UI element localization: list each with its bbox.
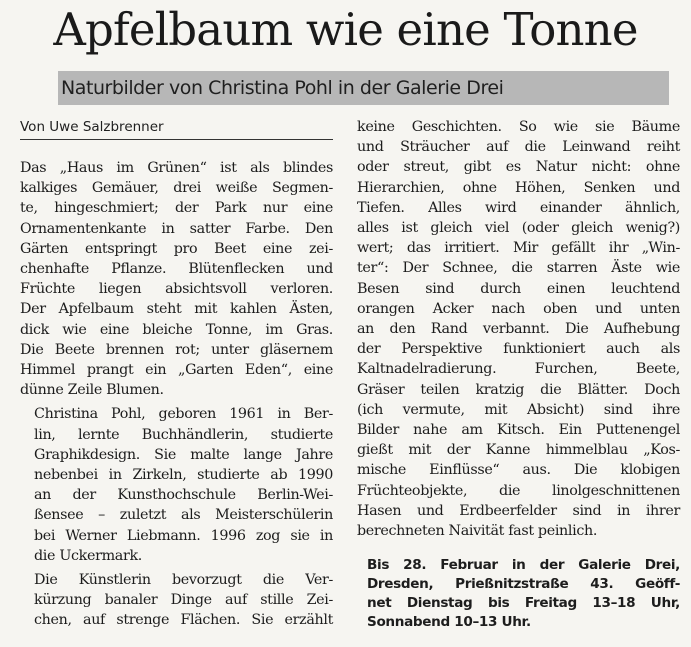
text-line: gießt mit der Kanne himmelblau „Kos- bbox=[357, 442, 680, 459]
text-line: an der Kunsthochschule Berlin-Wei- bbox=[34, 487, 333, 504]
text-line: bei Werner Liebmann. 1996 zog sie in bbox=[34, 527, 333, 544]
text-line: orangen Acker nach oben und unten bbox=[357, 300, 680, 317]
text-line: ter“: Der Schnee, die starren Äste wie bbox=[357, 260, 680, 277]
text-line: Kaltnadelradierung. Furchen, Beete, bbox=[357, 361, 680, 378]
text-line: Christina Pohl, geboren 1961 in Ber- bbox=[34, 406, 333, 423]
paragraph-critique bbox=[357, 117, 680, 541]
text-line: chenhafte Pflanze. Blütenflecken und bbox=[20, 261, 333, 278]
text-line: die Uckermark. bbox=[34, 547, 142, 564]
text-line: Sonnabend 10–13 Uhr. bbox=[367, 614, 531, 630]
text-line: Früchte liegen absichtsvoll verloren. bbox=[20, 281, 333, 298]
text-line: berechneten Naivität fast peinlich. bbox=[357, 523, 598, 540]
text-line: der Perspektive funktioniert auch als bbox=[357, 341, 680, 358]
text-line: Tiefen. Alles wird einander ähnlich, bbox=[357, 199, 680, 216]
text-line: alles ist gleich viel (oder gleich wenig?) bbox=[357, 220, 680, 237]
text-line: oder streut, gibt es Natur nicht: ohne bbox=[357, 159, 680, 176]
text-line: kalkiges Gemäuer, drei weiße Segmen- bbox=[20, 180, 333, 197]
text-line: lin, lernte Buchhändlerin, studierte bbox=[34, 426, 333, 443]
text-line: keine Geschichten. So wie sie Bäume bbox=[357, 119, 680, 135]
text-line: Die Beete brennen rot; unter gläsernem bbox=[20, 341, 333, 358]
text-line: Die Künstlerin bevorzugt die Ver- bbox=[34, 572, 333, 589]
paragraph-biography bbox=[20, 404, 333, 566]
text-line: (ich vermute, mit Absicht) sind ihre bbox=[357, 401, 680, 418]
exhibition-info bbox=[357, 556, 680, 632]
text-line: und Sträucher auf die Leinwand reiht bbox=[357, 139, 680, 156]
paragraph-haus-im-gruenen bbox=[20, 158, 333, 400]
article-headline: Apfelbaum wie eine Tonne bbox=[53, 3, 638, 56]
text-line: Gärten entspringt pro Beet eine zei- bbox=[20, 240, 333, 257]
left-column bbox=[20, 158, 333, 631]
text-line: Das „Haus im Grünen“ ist als blindes bbox=[20, 160, 333, 176]
text-line: Hasen und Erdbeerfelder sind in ihrer bbox=[357, 502, 680, 519]
article-byline: Von Uwe Salzbrenner bbox=[20, 117, 333, 140]
text-line: ßensee – zuletzt als Meisterschülerin bbox=[34, 507, 333, 524]
text-line: Ornamentenkante in satter Farbe. Den bbox=[20, 220, 333, 237]
text-line: chen, auf strenge Flächen. Sie erzählt bbox=[34, 612, 333, 629]
paragraph-style bbox=[20, 570, 333, 631]
text-line: Dresden, Prießnitzstraße 43. Geöff- bbox=[367, 576, 680, 592]
text-line: Bilder nahe am Kitsch. Ein Puttenengel bbox=[357, 422, 680, 439]
exhibition-info-text bbox=[357, 556, 680, 632]
text-line: Früchteobjekte, die linolgeschnittenen bbox=[357, 482, 680, 499]
text-line: Graphikdesign. Sie malte lange Jahre bbox=[34, 446, 333, 463]
text-line: Besen sind durch einen leuchtend bbox=[357, 280, 680, 297]
text-line: Der Apfelbaum steht mit kahlen Ästen, bbox=[20, 301, 333, 318]
text-line: dünne Zeile Blumen. bbox=[20, 382, 164, 399]
text-line: Hierarchien, ohne Höhen, Senken und bbox=[357, 179, 680, 196]
text-line: an den Rand verbannt. Die Aufhebung bbox=[357, 321, 680, 338]
text-line: wert; das irritiert. Mir gefällt ihr „Win- bbox=[357, 240, 680, 257]
text-line: Bis 28. Februar in der Galerie Drei, bbox=[367, 557, 680, 573]
text-line: Gräser teilen kratzig die Blätter. Doch bbox=[357, 381, 680, 398]
right-column bbox=[357, 117, 680, 541]
text-line: Himmel prangt ein „Garten Eden“, eine bbox=[20, 362, 333, 379]
text-line: nebenbei in Zirkeln, studierte ab 1990 bbox=[34, 467, 333, 484]
text-line: kürzung banaler Dinge auf stille Zei- bbox=[34, 592, 333, 609]
article-subheadline: Naturbilder von Christina Pohl in der Galerie Drei bbox=[58, 71, 669, 105]
text-line: te, hingeschmiert; der Park nur eine bbox=[20, 200, 333, 217]
text-line: net Dienstag bis Freitag 13–18 Uhr, bbox=[367, 595, 680, 611]
text-line: mische Einflüsse“ aus. Die klobigen bbox=[357, 462, 680, 479]
text-line: dick wie eine bleiche Tonne, im Gras. bbox=[20, 321, 333, 338]
